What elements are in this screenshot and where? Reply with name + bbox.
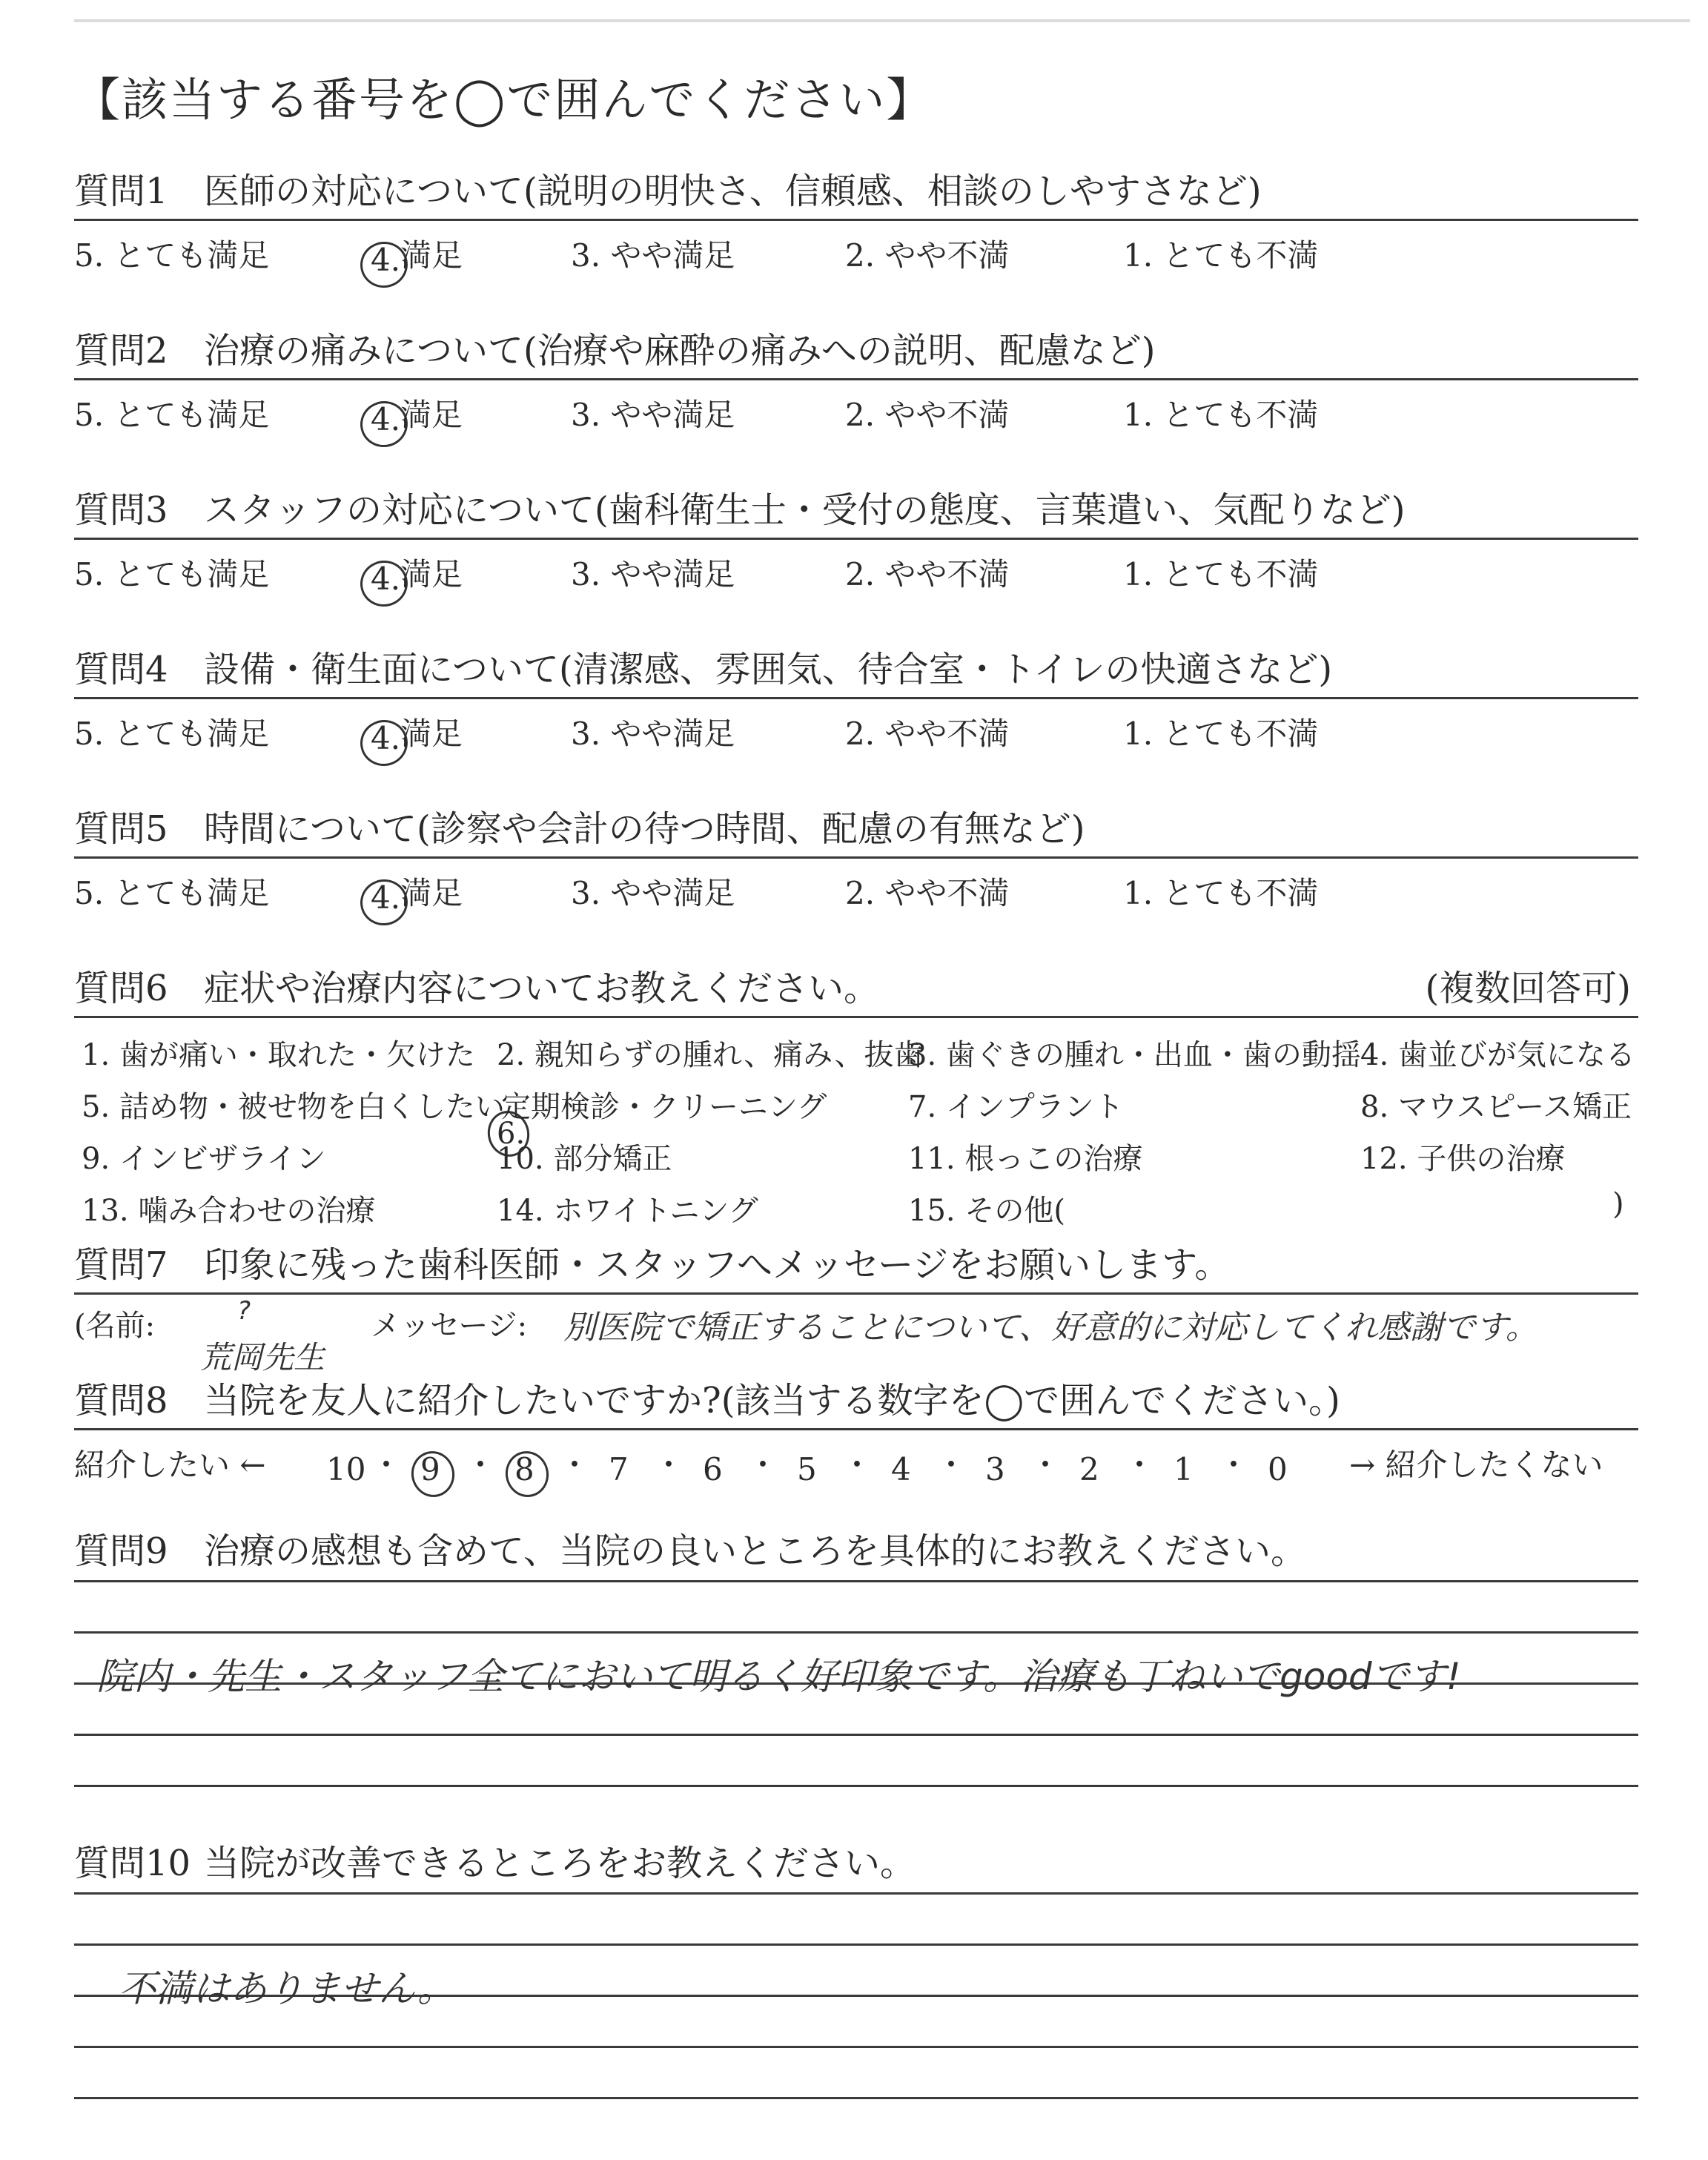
option-8[interactable]: 8. マウスピース矯正 <box>1360 1090 1632 1124</box>
rating-option-3[interactable]: 3. やや満足 <box>571 875 735 911</box>
answer-line <box>74 1943 1638 1946</box>
rating-option-5[interactable]: 5. とても満足 <box>74 556 270 592</box>
good-points-answer[interactable]: 院内・先生・スタッフ全てにおいて明るく好印象です。治療も丁ねいでgoodです! <box>96 1655 1461 1698</box>
option-7[interactable]: 7. インプラント <box>908 1090 1124 1124</box>
symptom-options <box>74 1018 1638 1241</box>
rating-option-3[interactable]: 3. やや満足 <box>571 716 735 752</box>
question-text: 当院を友人に紹介したいですか?(該当する数字を◯で囲んでください。) <box>204 1380 1340 1421</box>
question-text: 治療の感想も含めて、当院の良いところを具体的にお教えください。 <box>204 1530 1307 1572</box>
scale-separator: ・ <box>465 1447 497 1483</box>
scale-number: 8 <box>514 1451 534 1487</box>
question-number: 質問9 <box>74 1530 168 1572</box>
question-3 <box>74 486 1638 645</box>
rating-option-1[interactable]: 1. とても不満 <box>1123 716 1319 752</box>
scale-number: 0 <box>1268 1451 1288 1487</box>
question-number: 質問6 <box>74 968 168 1009</box>
question-number: 質問8 <box>74 1380 168 1421</box>
question-6 <box>74 964 1638 1241</box>
name-label: (名前: <box>74 1309 156 1343</box>
option-5[interactable]: 5. 詰め物・被せ物を白くしたい <box>82 1090 505 1124</box>
rating-options <box>74 221 1638 326</box>
answer-line <box>74 1892 1638 1895</box>
option-6-digit: 6. <box>497 1117 526 1151</box>
question-number: 質問3 <box>74 489 168 531</box>
question-number: 質問1 <box>74 171 168 212</box>
question-text: 症状や治療内容についてお教えください。 <box>204 968 880 1009</box>
scale-separator: ・ <box>841 1447 873 1483</box>
option-1[interactable]: 1. 歯が痛い・取れた・欠けた <box>82 1038 475 1072</box>
question-9 <box>74 1527 1638 1787</box>
rating-option-4-digit: 4. <box>371 401 401 437</box>
scale-separator: ・ <box>747 1447 779 1483</box>
question-number: 質問7 <box>74 1244 168 1286</box>
instruction-heading: 【該当する番号を◯で囲んでください】 <box>74 73 934 127</box>
answer-line <box>74 2046 1638 2048</box>
question-text: 時間について(診察や会計の待つ時間、配慮の有無など) <box>204 808 1085 850</box>
scale-right-label: → 紹介したくない <box>1349 1447 1603 1483</box>
name-handwritten-top: ? <box>237 1296 251 1326</box>
scale-separator: ・ <box>559 1447 591 1483</box>
improvement-answer[interactable]: 不満はありません。 <box>119 1967 454 2010</box>
rating-option-2[interactable]: 2. やや不満 <box>845 716 1010 752</box>
scale-number: 4 <box>891 1451 911 1487</box>
rating-option-1[interactable]: 1. とても不満 <box>1123 556 1319 592</box>
rating-option-4-digit: 4. <box>371 242 401 278</box>
rating-option-3[interactable]: 3. やや満足 <box>571 237 735 274</box>
rating-option-2[interactable]: 2. やや不満 <box>845 556 1010 592</box>
survey-sheet <box>74 70 1638 2099</box>
rating-options <box>74 540 1638 645</box>
option-11[interactable]: 11. 根っこの治療 <box>908 1142 1143 1176</box>
rating-option-4-label: 満足 <box>400 716 463 752</box>
option-4[interactable]: 4. 歯並びが気になる <box>1360 1038 1635 1072</box>
question-4 <box>74 645 1638 805</box>
rating-option-4-digit: 4. <box>371 561 401 597</box>
scale-left-label: 紹介したい ← <box>74 1447 266 1483</box>
rating-option-1[interactable]: 1. とても不満 <box>1123 397 1319 433</box>
scan-edge <box>74 19 1690 22</box>
rating-option-1[interactable]: 1. とても不満 <box>1123 875 1319 911</box>
scale-number: 9 <box>420 1451 440 1487</box>
rating-option-5[interactable]: 5. とても満足 <box>74 875 270 911</box>
question-number: 質問10 <box>74 1843 191 1884</box>
answer-line <box>74 1734 1638 1736</box>
rating-option-2[interactable]: 2. やや不満 <box>845 875 1010 911</box>
question-10 <box>74 1839 1638 2099</box>
rating-option-3[interactable]: 3. やや満足 <box>571 556 735 592</box>
answer-lines <box>74 1892 1638 2099</box>
scale-separator: ・ <box>936 1447 967 1483</box>
rating-option-4-label: 満足 <box>400 397 463 433</box>
name-handwritten[interactable]: 荒岡先生 <box>200 1339 325 1375</box>
option-9[interactable]: 9. インビザライン <box>82 1142 326 1176</box>
rating-option-4-digit: 4. <box>371 879 401 916</box>
scale-number: 7 <box>609 1451 629 1487</box>
answer-line <box>74 1580 1638 1582</box>
question-text: 当院が改善できるところをお教えください。 <box>204 1843 916 1884</box>
option-2[interactable]: 2. 親知らずの腫れ、痛み、抜歯 <box>497 1038 924 1072</box>
question-8 <box>74 1376 1638 1512</box>
answer-line <box>74 2097 1638 2099</box>
rating-option-3[interactable]: 3. やや満足 <box>571 397 735 433</box>
rating-option-5[interactable]: 5. とても満足 <box>74 397 270 433</box>
rating-options <box>74 859 1638 964</box>
answer-line <box>74 1785 1638 1787</box>
scale-number: 5 <box>797 1451 817 1487</box>
scale-separator: ・ <box>1124 1447 1156 1483</box>
scale-number: 6 <box>703 1451 723 1487</box>
rating-options <box>74 699 1638 805</box>
question-1 <box>74 167 1638 326</box>
question-number: 質問5 <box>74 808 168 850</box>
question-2 <box>74 326 1638 486</box>
multiple-answers-note: (複数回答可) <box>1425 968 1631 1009</box>
referral-scale <box>74 1430 1638 1512</box>
option-6[interactable] <box>497 1083 827 1151</box>
answer-lines <box>74 1580 1638 1787</box>
rating-option-4-label: 満足 <box>400 556 463 592</box>
rating-option-4-label: 満足 <box>400 237 463 274</box>
option-13[interactable]: 13. 噛み合わせの治療 <box>82 1194 376 1228</box>
scale-separator: ・ <box>1218 1447 1250 1483</box>
rating-option-1[interactable]: 1. とても不満 <box>1123 237 1319 274</box>
option-15[interactable]: 15. その他( <box>908 1194 1065 1228</box>
option-3[interactable]: 3. 歯ぐきの腫れ・出血・歯の動揺 <box>908 1038 1361 1072</box>
question-text: 設備・衛生面について(清潔感、雰囲気、待合室・トイレの快適さなど) <box>204 649 1333 690</box>
option-15-close: ) <box>1612 1187 1624 1221</box>
scale-number: 10 <box>326 1451 366 1487</box>
scale-number: 2 <box>1079 1451 1099 1487</box>
rating-option-5[interactable]: 5. とても満足 <box>74 237 270 274</box>
scale-separator: ・ <box>653 1447 685 1483</box>
scale-number: 1 <box>1174 1451 1194 1487</box>
question-7 <box>74 1241 1638 1376</box>
question-number: 質問4 <box>74 649 168 690</box>
question-text: 医師の対応について(説明の明快さ、信頼感、相談のしやすさなど) <box>204 171 1262 212</box>
scale-separator: ・ <box>1030 1447 1062 1483</box>
answer-line <box>74 1631 1638 1634</box>
message-row <box>74 1295 1638 1376</box>
scale-separator: ・ <box>371 1447 403 1483</box>
rating-option-4-digit: 4. <box>371 720 401 756</box>
question-number: 質問2 <box>74 330 168 371</box>
rating-option-2[interactable]: 2. やや不満 <box>845 397 1010 433</box>
option-12[interactable]: 12. 子供の治療 <box>1360 1142 1566 1176</box>
rating-option-4-label: 満足 <box>400 875 463 911</box>
rating-options <box>74 380 1638 486</box>
question-text: 治療の痛みについて(治療や麻酔の痛みへの説明、配慮など) <box>204 330 1156 371</box>
message-handwritten[interactable]: 別医院で矯正することについて、好意的に対応してくれ感謝です。 <box>563 1309 1538 1347</box>
option-6-label: 定期検診・クリーニング <box>501 1090 827 1124</box>
question-text: 印象に残った歯科医師・スタッフへメッセージをお願いします。 <box>204 1244 1231 1286</box>
rating-option-5[interactable]: 5. とても満足 <box>74 716 270 752</box>
rating-option-2[interactable]: 2. やや不満 <box>845 237 1010 274</box>
option-10[interactable]: 10. 部分矯正 <box>497 1142 672 1176</box>
question-text: スタッフの対応について(歯科衛生士・受付の態度、言葉遣い、気配りなど) <box>204 489 1406 531</box>
option-14[interactable]: 14. ホワイトニング <box>497 1194 758 1228</box>
question-5 <box>74 805 1638 964</box>
message-label: メッセージ: <box>371 1309 528 1343</box>
scale-number: 3 <box>985 1451 1005 1487</box>
